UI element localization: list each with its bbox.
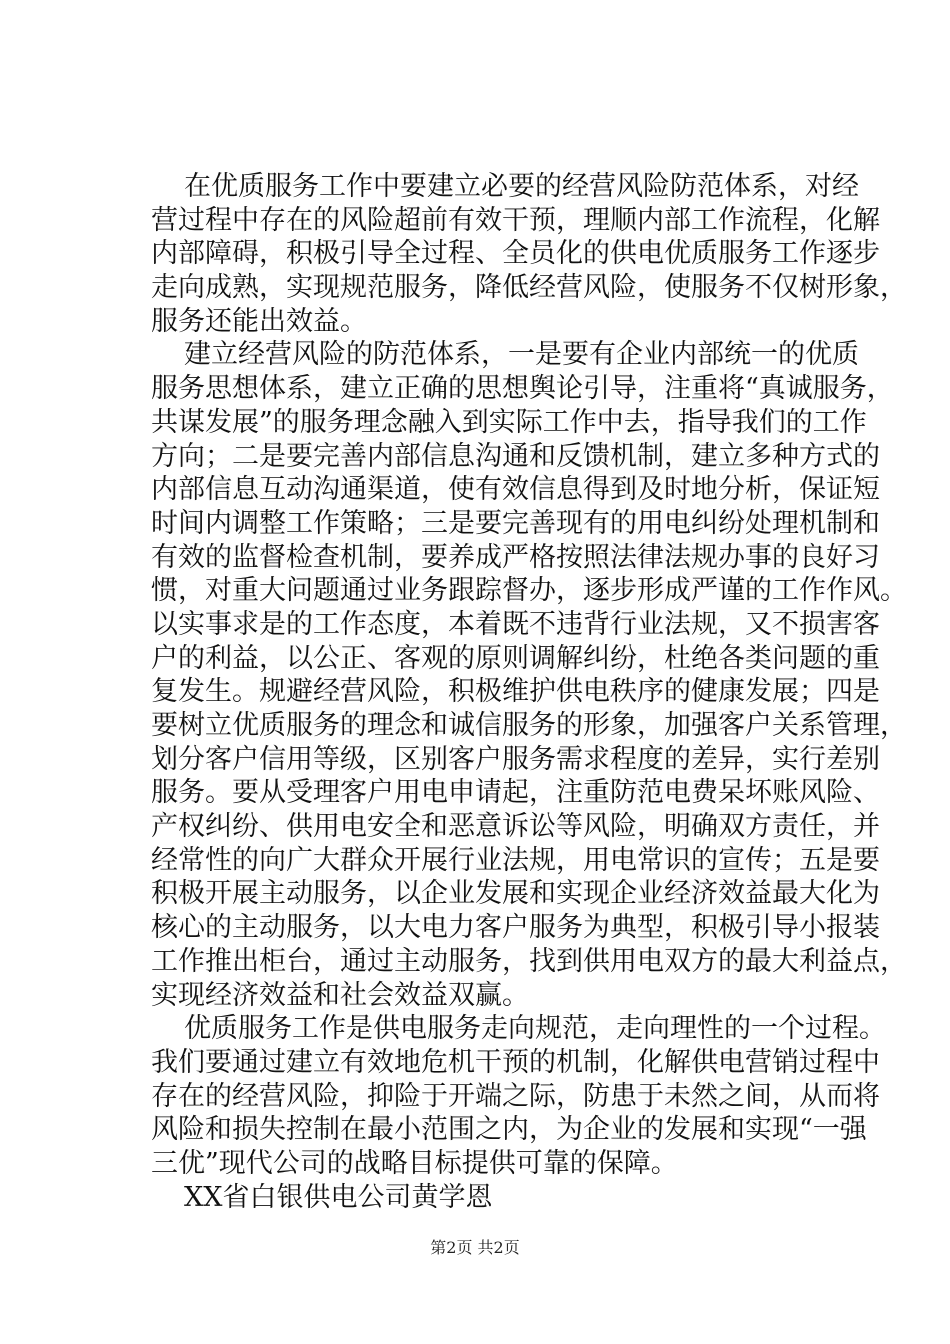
text-line: 工作推出柜台，通过主动服务，找到供用电双方的最大利益点， [151,945,907,977]
text-line: 要树立优质服务的理念和诚信服务的形象，加强客户关系管理， [151,710,907,741]
text-line: 实现经济效益和社会效益双赢。 [151,979,529,1011]
text-line: 时间内调整工作策略；三是要完善现有的用电纠纷处理机制和 [151,507,880,539]
text-line: 在优质服务工作中要建立必要的经营风险防范体系，对经 [184,171,859,202]
text-line: 我们要通过建立有效地危机干预的机制，化解供电营销过程中 [151,1046,880,1078]
text-line: 经常性的向广大群众开展行业法规，用电常识的宣传；五是要 [151,844,880,876]
text-line: 有效的监督检查机制，要养成严格按照法律法规办事的良好习 [151,541,880,573]
text-line: 营过程中存在的风险超前有效干预，理顺内部工作流程，化解 [151,204,880,236]
text-line: 划分客户信用等级，区别客户服务需求程度的差异，实行差别 [151,743,880,775]
text-line: 积极开展主动服务，以企业发展和实现企业经济效益最大化为 [151,878,880,910]
text-line: 走向成熟，实现规范服务，降低经营风险，使服务不仅树形象， [151,272,907,304]
text-line: 建立经营风险的防范体系，一是要有企业内部统一的优质 [184,339,859,371]
text-line: 服务还能出效益。 [151,305,367,337]
document-body [151,170,907,1214]
text-line: 共谋发展”的服务理念融入到实际工作中去，指导我们的工作 [151,406,867,438]
text-line: 方向；二是要完善内部信息沟通和反馈机制，建立多种方式的 [151,440,880,472]
text-line: 内部障碍，积极引导全过程、全员化的供电优质服务工作逐步 [151,238,880,270]
text-line: 三优”现代公司的战略目标提供可靠的保障。 [151,1147,678,1179]
text-line: 户的利益，以公正、客观的原则调解纠纷，杜绝各类问题的重 [151,642,880,674]
text-line: 产权纠纷、供用电安全和恶意诉讼等风险，明确双方责任，并 [151,811,880,843]
text-line: 服务思想体系，建立正确的思想舆论引导，注重将“真诚服务， [151,373,894,405]
text-line: 服务。要从受理客户用电申请起，注重防范电费呆坏账风险、 [151,777,880,809]
page-footer: 第2页 共2页 [430,1238,520,1257]
text-line: 存在的经营风险，抑险于开端之际，防患于未然之间，从而将 [151,1080,880,1112]
text-line: 核心的主动服务，以大电力客户服务为典型，积极引导小报装 [151,912,880,944]
text-line: 以实事求是的工作态度，本着既不违背行业法规，又不损害客 [151,608,880,640]
text-line: 内部信息互动沟通渠道，使有效信息得到及时地分析，保证短 [151,474,880,506]
text-line: 惯，对重大问题通过业务跟踪督办，逐步形成严谨的工作作风。 [151,575,907,607]
text-line: 风险和损失控制在最小范围之内，为企业的发展和实现“一强 [151,1114,867,1146]
text-line: 复发生。规避经营风险，积极维护供电秩序的健康发展；四是 [151,676,880,708]
text-line: XX省白银供电公司黄学恩 [184,1181,493,1213]
text-line: 优质服务工作是供电服务走向规范，走向理性的一个过程。 [184,1013,886,1045]
